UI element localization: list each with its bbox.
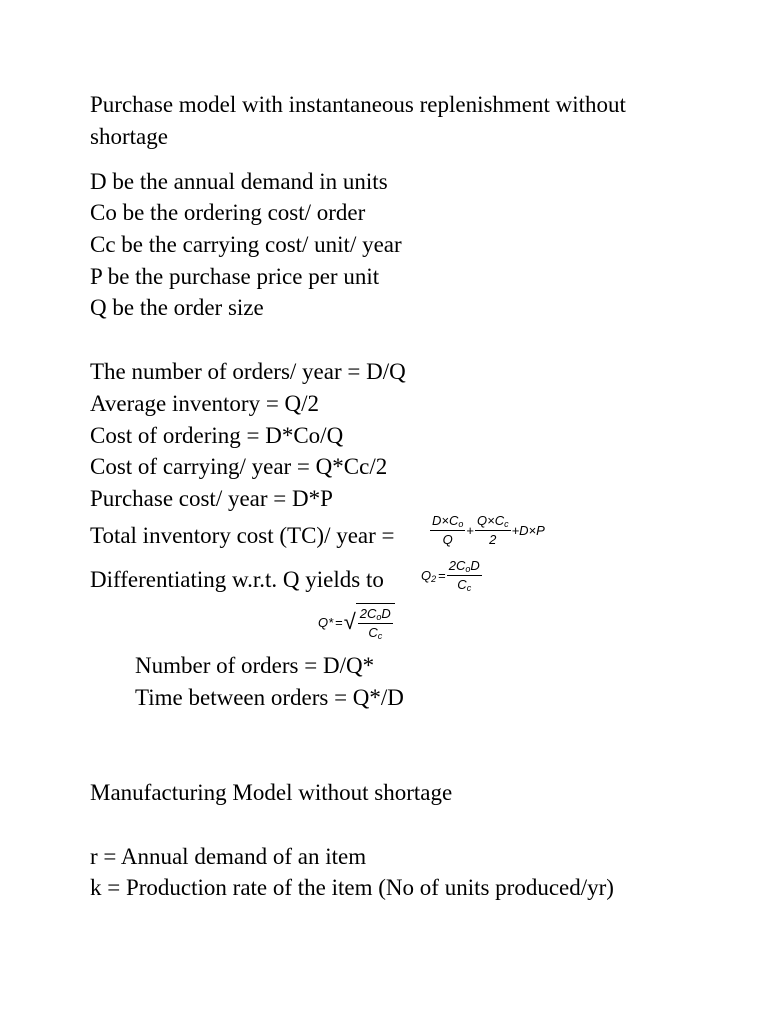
differentiation-formula: $Q_2$ = $\frac{2C_oD}{C_c}$	[421, 558, 480, 593]
equation-average-inventory: Average inventory = Q/2	[90, 391, 320, 416]
total-cost-term3: +D×P	[511, 522, 545, 538]
equation-cost-carrying: Cost of carrying/ year = Q*Cc/2	[90, 454, 388, 479]
total-cost-label: Total inventory cost (TC)/ year =	[90, 523, 395, 548]
total-cost-term2: $\frac{Q\times C_c}{2}$	[476, 513, 509, 547]
section-title-line-2: shortage	[90, 124, 168, 149]
equation-purchase-cost: Purchase cost/ year = D*P	[90, 486, 333, 511]
definition-q: Q be the order size	[90, 295, 264, 320]
square-root: √ $\frac{2C_oD}{C_c}$	[344, 603, 395, 641]
definition-cc: Cc be the carrying cost/ unit/ year	[90, 232, 402, 257]
total-cost-formula: $\frac{D\times C_o}{Q}$ + $\frac{Q\times C_c}{2}$ +D×P	[432, 513, 545, 547]
result-time-between-orders: Time between orders = Q*/D	[135, 685, 404, 710]
definition-k: k = Production rate of the item (No of units produced/yr)	[90, 875, 614, 900]
definition-p: P be the purchase price per unit	[90, 264, 380, 289]
total-cost-term1: $\frac{D\times C_o}{Q}$	[432, 513, 464, 547]
section-2-title: Manufacturing Model without shortage	[90, 780, 453, 805]
q-star-formula: Q* = √ $\frac{2C_oD}{C_c}$	[317, 603, 395, 641]
equation-cost-ordering: Cost of ordering = D*Co/Q	[90, 423, 344, 448]
section-title-line-1: Purchase model with instantaneous replenishment without	[90, 92, 626, 117]
definition-r: r = Annual demand of an item	[90, 844, 367, 869]
definition-co: Co be the ordering cost/ order	[90, 200, 366, 225]
result-number-of-orders: Number of orders = D/Q*	[135, 653, 375, 678]
definition-d: D be the annual demand in units	[90, 169, 388, 194]
differentiating-label: Differentiating w.r.t. Q yields to	[90, 567, 384, 592]
equation-orders-per-year: The number of orders/ year = D/Q	[90, 359, 406, 384]
